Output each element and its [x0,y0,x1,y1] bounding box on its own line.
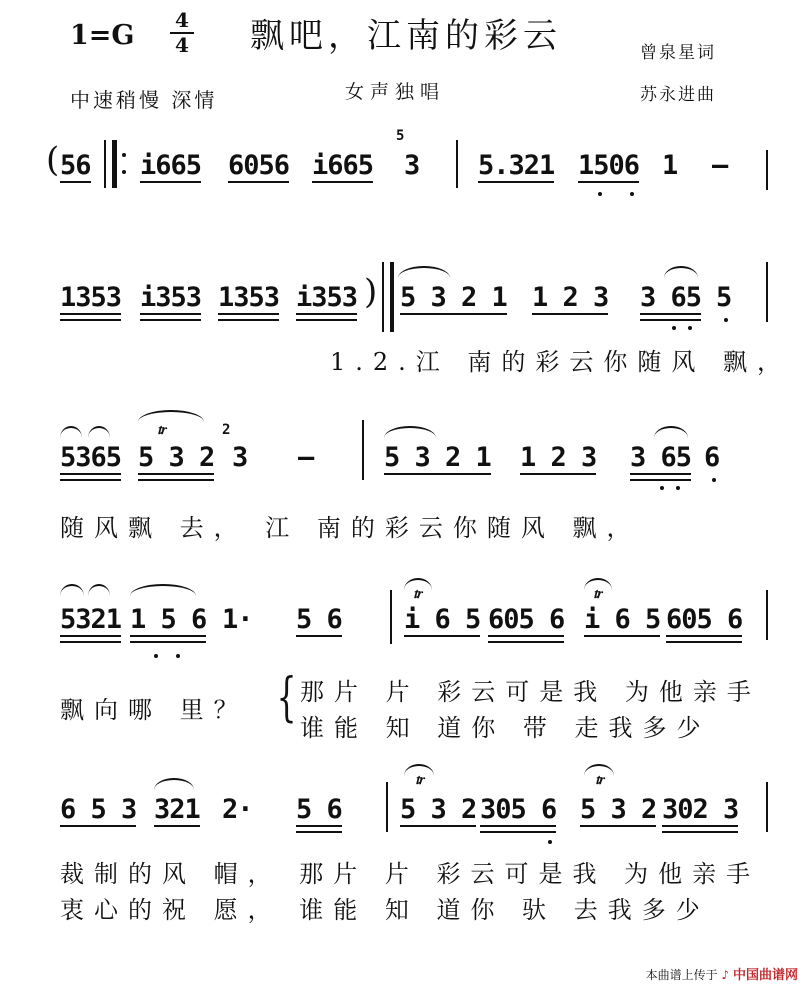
note-group: 5365 [60,442,122,473]
double-barline [390,262,394,332]
low-octave-dot [548,840,552,844]
lyric-line: 裁制的风 帽， 那片 片 彩云可是我 为他亲手 [60,860,761,888]
note-group: 5.321 [478,150,555,181]
slur [130,584,196,596]
low-octave-dot [688,326,692,330]
note-group: 1 2 3 [520,442,597,473]
note-group: 5 3 2 1 [384,442,491,473]
note-group: 1353 [60,282,122,313]
repeat-dot [122,170,126,174]
lyric-line: 1.2.江 南的彩云你随风 飘， [330,348,792,376]
close-paren: ) [364,272,378,312]
repeat-dot [122,153,126,157]
note-group: 1· [222,604,253,635]
note-group: 1 [662,150,678,181]
note-group: i665 [312,150,374,181]
note-group: 1 2 3 [532,282,609,313]
open-paren: ( [46,140,60,180]
note-group: 605 6 [666,604,743,635]
note-group: i 6 5 [404,604,481,635]
lyricist-credit: 曾泉星词 [640,43,716,63]
site-name: 中国曲谱网 [732,968,798,983]
note-group: 5 3 2 [138,442,215,473]
note-group: i665 [140,150,202,181]
low-octave-dot [598,192,602,196]
note-group: 5321 [60,604,122,635]
note-group: 6 [704,442,720,473]
note-icon: ♪ [721,968,730,982]
low-octave-dot [712,478,716,482]
lyric-line: 谁能 知 道你 带 走我多少 [300,714,711,742]
slur [154,778,194,790]
note-group: 3 [404,150,420,181]
repeat-barline [112,140,117,188]
slur [654,426,688,438]
ornament-mordent: 𝆖 [594,584,601,602]
barline [766,262,768,322]
barline [386,782,388,832]
watermark [646,964,798,983]
barline [362,420,364,480]
note-group: 1 5 6 [130,604,207,635]
low-octave-dot [154,654,158,658]
barline [766,150,768,190]
grace-note: 2 [222,422,231,438]
note-group: 2· [222,794,253,825]
note-group: i 6 5 [584,604,661,635]
slur [60,584,84,596]
barline [390,590,392,644]
upload-note: 本曲谱上传于 [645,968,718,982]
note-group: 605 6 [488,604,565,635]
slur [60,426,82,438]
barline [766,782,768,832]
low-octave-dot [672,326,676,330]
slur [398,266,450,278]
note-group: 5 3 2 [400,794,477,825]
slur [88,426,110,438]
note-group: i353 [140,282,202,313]
note-group: 3 [232,442,248,473]
verse-brace: { [276,668,297,728]
time-signature [170,10,194,56]
lyric-line: 飘向哪 里？ [60,696,248,724]
barline [456,140,458,188]
slur [664,266,698,278]
note-group: 321 [154,794,200,825]
note-group: 6056 [228,150,290,181]
grace-note: 5 [396,128,405,144]
slur [384,426,436,438]
meter-bottom: 4 [175,33,189,57]
meter-top: 4 [175,8,189,32]
note-group: 6 5 3 [60,794,137,825]
note-group: 1506 [578,150,640,181]
note-group: 3 65 [630,442,692,473]
note-group: 5 6 [296,794,342,825]
lyric-line: 那片 片 彩云可是我 为他亲手 [300,678,761,706]
note-group: 302 3 [662,794,739,825]
low-octave-dot [630,192,634,196]
note-group: 305 6 [480,794,557,825]
barline [382,262,384,332]
note-group: 3 65 [640,282,702,313]
lyric-line: 随风飘 去， 江 南的彩云你随风 飘， [60,514,641,542]
note-group: 5 [716,282,732,313]
low-octave-dot [676,486,680,490]
low-octave-dot [660,486,664,490]
note-group: i353 [296,282,358,313]
key-signature: 1=G [70,20,135,51]
song-title: 飘吧，江南的彩云 [250,16,562,56]
lyric-line: 衷心的祝 愿， 谁能 知 道你 驮 去我多少 [60,896,710,924]
barline [766,590,768,640]
barline [104,140,106,188]
ornament-mordent: 𝆖 [414,584,421,602]
note-group: 5 3 2 [580,794,657,825]
tempo-marking: 中速稍慢 深情 [70,88,218,112]
note-group: – [712,150,728,181]
note-group: 56 [60,150,91,181]
slur [138,410,204,422]
low-octave-dot [176,654,180,658]
slur [88,584,110,596]
low-octave-dot [724,318,728,322]
composer-credit: 苏永进曲 [640,85,716,105]
note-group: 1353 [218,282,280,313]
note-group: 5 3 2 1 [400,282,507,313]
note-group: – [298,442,314,473]
note-group: 5 6 [296,604,342,635]
ornament-mordent: 𝆖 [596,770,603,788]
voice-type: 女声独唱 [345,81,446,103]
ornament-mordent: 𝆖 [416,770,423,788]
ornament-mordent: 𝆖 [158,420,165,438]
